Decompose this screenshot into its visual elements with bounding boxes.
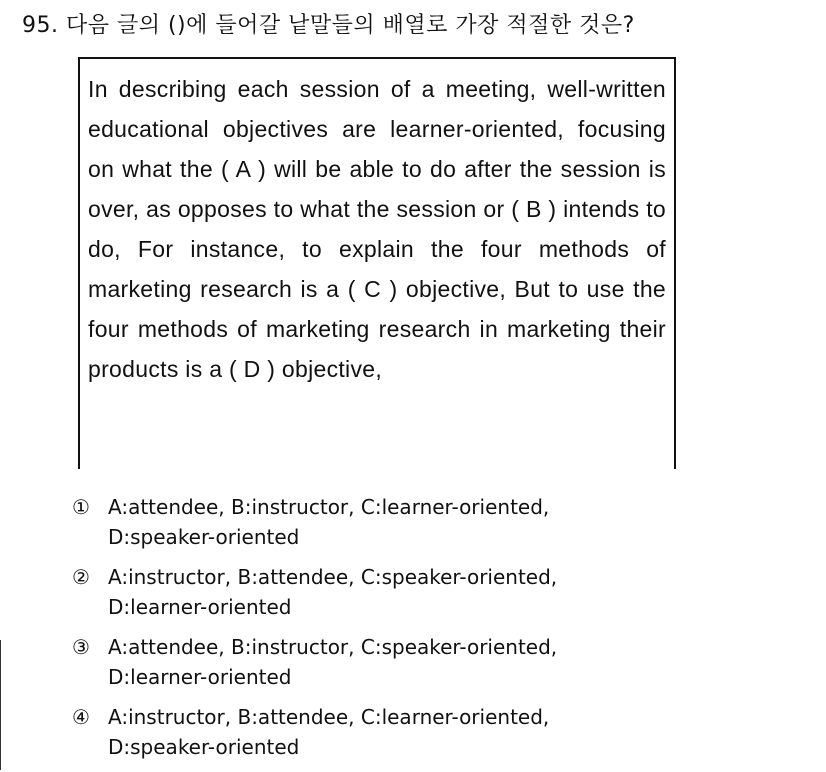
- choice-line: A:attendee, B:instructor, C:speaker-oriented,: [108, 635, 558, 659]
- choice-marker: ④: [72, 705, 90, 729]
- choice-line: D:learner-oriented: [108, 665, 292, 689]
- passage-box: [78, 57, 676, 469]
- choice-line: D:speaker-oriented: [108, 735, 300, 759]
- choice-2[interactable]: [72, 562, 692, 622]
- choice-line: D:speaker-oriented: [108, 525, 300, 549]
- choice-line: A:instructor, B:attendee, C:speaker-oriented,: [108, 565, 558, 589]
- choice-marker: ②: [72, 565, 90, 589]
- choice-marker: ③: [72, 635, 90, 659]
- passage-text: In describing each session of a meeting, well-written educational objectives are learner-oriented, focusing on what the ( A ) will be able to do after the session is over, as opposes to what the session or ( B ) intends to do, For instance, to explain the four methods of marketing research is a ( C ) objective, But to use the four methods of marketing research in marketing their products is a ( D ) objective,: [88, 76, 666, 382]
- choice-1[interactable]: [72, 492, 692, 552]
- left-margin-rule: [0, 640, 1, 770]
- choice-line: D:learner-oriented: [108, 595, 292, 619]
- question-prompt: 95. 다음 글의 ()에 들어갈 낱말들의 배열로 가장 적절한 것은?: [22, 13, 635, 38]
- choice-line: A:instructor, B:attendee, C:learner-oriented,: [108, 705, 550, 729]
- answer-choices: [72, 492, 692, 772]
- choice-marker: ①: [72, 495, 90, 519]
- choice-line: A:attendee, B:instructor, C:learner-oriented,: [108, 495, 550, 519]
- choice-4[interactable]: [72, 702, 692, 762]
- choice-3[interactable]: [72, 632, 692, 692]
